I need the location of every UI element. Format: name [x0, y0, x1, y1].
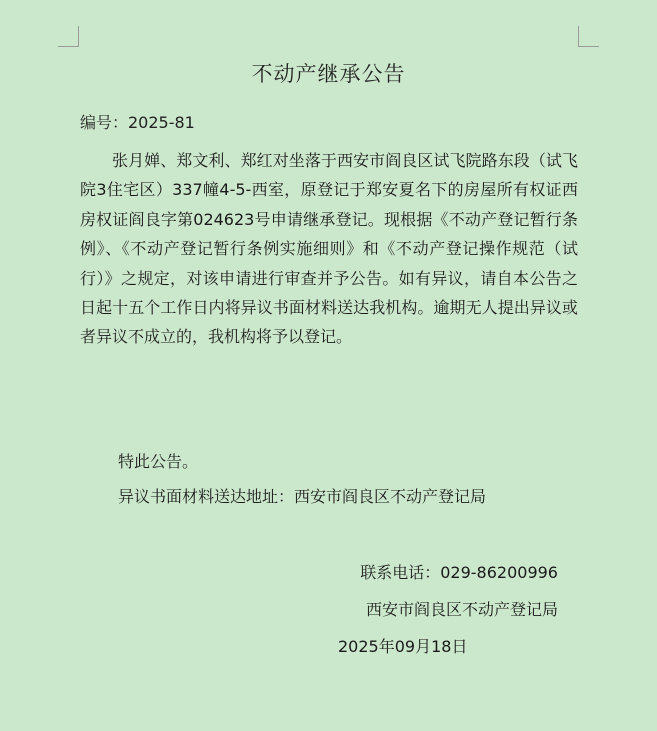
notice-body: 张月婵、郑文利、郑红对坐落于西安市阎良区试飞院路东段（试飞院3住宅区）337幢4-5-西室，原登记于郑安夏名下的房屋所有权证西房权证阎良字第024623号申请继承登记。现根据《不动产登记暂行条例》、《不动产登记暂行条例实施细则》和《不动产登记操作规范（试行）》之规定，对该申请进行审查并予公告。如有异议，请自本公告之日起十五个工作日内将异议书面材料送达我机构。逾期无人提出异议或者异议不成立的，我机构将予以登记。	[80, 151, 578, 347]
top-right-margin-mark	[578, 26, 599, 47]
document-number: 编号：2025-81	[80, 113, 195, 132]
top-left-margin-mark	[58, 26, 79, 47]
objection-address: 异议书面材料送达地址：西安市阎良区不动产登记局	[118, 487, 487, 506]
document-title: 不动产继承公告	[251, 62, 406, 86]
notice-closing: 特此公告。	[118, 452, 199, 471]
issue-date: 2025年09月18日	[338, 637, 468, 656]
contact-phone: 联系电话：029-86200996	[360, 563, 558, 582]
issuing-organization: 西安市阎良区不动产登记局	[365, 600, 558, 619]
